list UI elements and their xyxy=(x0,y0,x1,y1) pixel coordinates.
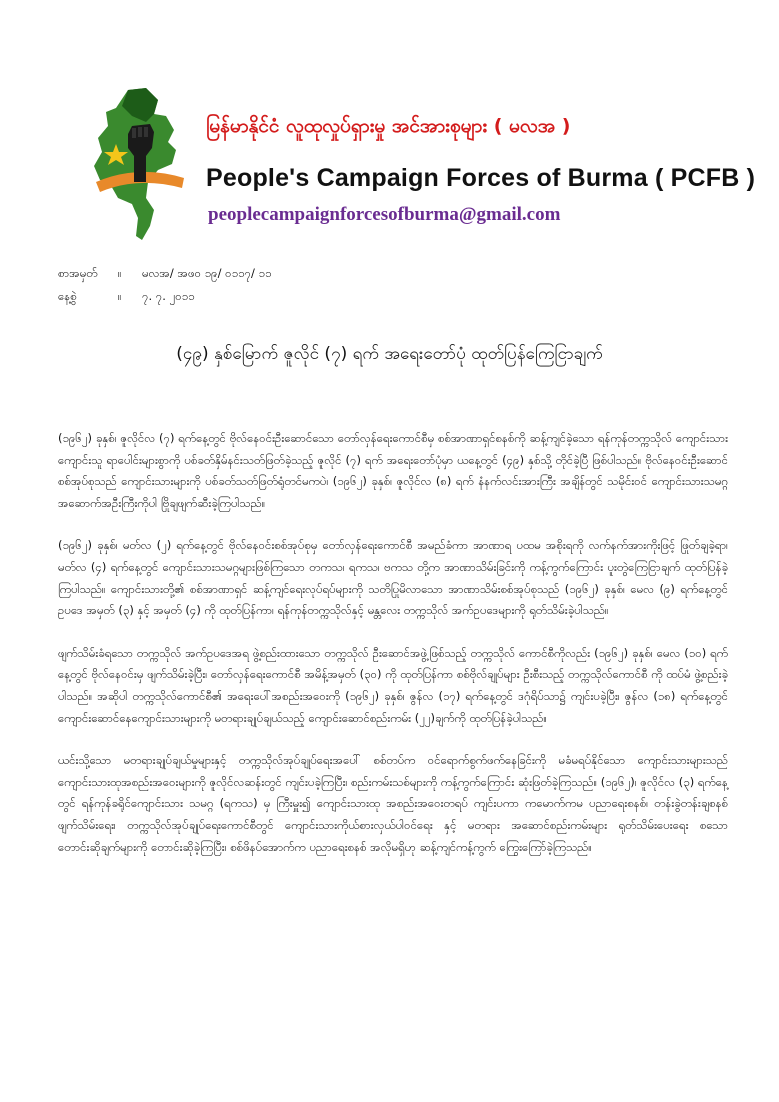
reference-value: မလအ/ အဖဝ ၁၉/ ၀၁၁၇/ ၁၁ xyxy=(142,266,272,280)
fist-knuckle-icon xyxy=(132,128,136,138)
date-value: ၇. ၇. ၂၀၁၁ xyxy=(142,289,195,303)
org-name-burmese: မြန်မာနိုင်ငံ လူထုလှုပ်ရှားမှု အင်အားစုများ ( မလအ ) xyxy=(206,115,571,137)
org-email[interactable]: peoplecampaignforcesofburma@gmail.com xyxy=(208,204,561,225)
fist-knuckle-icon xyxy=(138,127,142,137)
paragraph: (၁၉၆၂) ခုနှစ်၊ ဇူလိုင်လ (၇) ရက်နေ့တွင် ဗိုလ်နေဝင်းဦးဆောင်သော တော်လှန်ရေးကောင်စီမှ စစ်အာဏာရှင်စနစ်ကို ဆန့်ကျင်ခဲ့သော ရန်ကုန်တက္ကသိုလ် ကျောင်းသားကျောင်းသူ ရာပေါင်းများစွာကို ပစ်ခတ်နှိမ်နင်းသတ်ဖြတ်ခဲ့သည့် ဇူလိုင် (၇) ရက် အရေးတော်ပုံမှာ ယနေ့တွင် (၄၉) နှစ်သို့ တိုင်ခဲ့ပြီ ဖြစ်ပါသည်။ ဗိုလ်နေဝင်းဦးဆောင် စစ်အုပ်စုသည် ကျောင်းသားများကို ပစ်ခတ်သတ်ဖြတ်ရုံတင်မကပဲ၊ (၁၉၆၂) ခုနှစ်၊ ဇူလိုင်လ (၈) ရက် နံနက်လင်းအားကြီး အချိန်တွင် သမိုင်းဝင် ကျောင်းသားသမဂ္ဂ အဆောက်အဦးကြီးကိုပါ ဗြိုချဖျက်ဆီးခဲ့ကြပါသည်။ xyxy=(58,431,728,510)
letterhead xyxy=(88,86,756,246)
date-separator: ။ xyxy=(118,289,122,303)
statement-title: (၄၉) နှစ်မြောက် ဇူလိုင် (၇) ရက် အရေးတော်ပုံ ထုတ်ပြန်ကြေငြာချက် xyxy=(176,344,603,364)
date-label: နေ့စွဲ xyxy=(58,289,77,303)
reference-row xyxy=(58,262,272,285)
burma-map-fist-logo xyxy=(88,86,200,242)
letter-meta xyxy=(58,262,272,308)
reference-label: စာအမှတ် xyxy=(58,266,98,280)
paragraph: ဖျက်သိမ်းခံရသော တက္ကသိုလ် အက်ဥပဒေအရ ဖွဲ့စည်းထားသော တက္ကသိုလ် ဦးဆောင်အဖွဲ့ဖြစ်သည့် တက္ကသိုလ် ကောင်စီကိုလည်း (၁၉၆၂) ခုနှစ်၊ မေလ (၁၀) ရက်နေ့တွင် ဗိုလ်နေဝင်းမှ ဖျက်သိမ်းခဲ့ပြီး၊ တော်လှန်ရေးကောင်စီ အမိန့်အမှတ် (၃၀) ကို ထုတ်ပြန်ကာ စစ်ဗိုလ်ချုပ်များ ဦးစီးသည့် တက္ကသိုလ်ကောင်စီ ကို ထပ်မံ ဖွဲ့စည်းခဲ့ပါသည်။ အဆိုပါ တက္ကသိုလ်ကောင်စီ၏ အရေးပေါ်အစည်းအဝေးကို (၁၉၆၂) ခုနှစ်၊ ဇွန်လ (၁၇) ရက်နေ့တွင် ဒဂုံရိပ်သာ၌ ကျင်းပခဲ့ပြီး၊ ဇွန်လ (၁၈) ရက်နေ့တွင် ကျောင်းဆောင်နေကျောင်းသားများကို မတရားချုပ်ချယ်သည့် ကျောင်းဆောင်စည်းကမ်း (၂၂)ချက်ကို ထုတ်ပြန်ခဲ့ပါသည်။ xyxy=(58,645,728,725)
date-row xyxy=(58,285,272,308)
statement-body xyxy=(58,428,728,879)
org-name-english: People's Campaign Forces of Burma ( PCFB ) xyxy=(206,164,756,192)
reference-separator: ။ xyxy=(118,266,122,280)
fist-knuckle-icon xyxy=(144,127,148,137)
paragraph: (၁၉၆၂) ခုနှစ်၊ မတ်လ (၂) ရက်နေ့တွင် ဗိုလ်နေဝင်းစစ်အုပ်စုမှ တော်လှန်ရေးကောင်စီ အမည်ခံကာ အာဏာရ ပထမ အစိုးရကို လက်နက်အားကိုးဖြင့် ဖြုတ်ချခဲ့ရာ၊ မတ်လ (၄) ရက်နေ့တွင် ကျောင်းသားသမဂ္ဂများဖြစ်ကြသော တကသ၊ ရကသ၊ ဗကသ တို့က အာဏာသိမ်းခြင်းကို ကန့်ကွက်ကြောင်း ပူးတွဲကြေငြာချက် ထုတ်ပြန်ခဲ့ကြပါသည်။ ကျောင်းသားတို့၏ စစ်အာဏာရှင် ဆန့်ကျင်ရေးလုပ်ရပ်များကို သတိပြုမိလာသော အာဏာသိမ်းစစ်အုပ်စုသည် (၁၉၆၂) ခုနှစ်၊ မေလ (၉) ရက်နေ့တွင် ဥပဒေ အမှတ် (၃) နှင့် အမှတ် (၄) ကို ထုတ်ပြန်ကာ၊ ရန်ကုန်တက္ကသိုလ်နှင့် မန္တလေး တက္ကသိုလ် အက်ဥပဒေများကို ရုတ်သိမ်းခဲ့ပါသည်။ xyxy=(58,538,728,618)
paragraph: ယင်းသို့သော မတရားချုပ်ချယ်မှုများနှင့် တက္ကသိုလ်အုပ်ချုပ်ရေးအပေါ် စစ်တပ်က ဝင်ရောက်စွက်ဖက်နေခြင်းကို မခံမရပ်နိုင်သော ကျောင်းသားများသည် ကျောင်းသားထုအစည်းအဝေးများကို ဇူလိုင်လဆန်းတွင် ကျင်းပခဲ့ကြပြီး၊ စည်းကမ်းသစ်များကို ကန့်ကွက်ကြောင်း ဆုံးဖြတ်ခဲ့ကြသည်။ (၁၉၆၂)၊ ဇူလိုင်လ (၃) ရက်နေ့တွင် ရန်ကုန်ခရိုင်ကျောင်းသား သမဂ္ဂ (ရကသ) မှ ကြီးမှူး၍ ကျောင်းသားထု အစည်းအဝေးတရပ် ကျင်းပကာ ကမောက်ကမ ပညာရေးစနစ်၊ တန်းခွဲတန်းချစနစ် ဖျက်သိမ်းရေး၊ တက္ကသိုလ်အုပ်ချုပ်ရေးကောင်စီတွင် ကျောင်းသားကိုယ်စားလှယ်ပါဝင်ရေး နှင့် မတရား အဆောင်စည်းကမ်းများ ရုတ်သိမ်းပေးရေး စသော တောင်းဆိုချက်များကို တောင်းဆိုခဲ့ကြပြီး၊ စစ်ဖိနပ်အောက်က ပညာရေးစနစ် အလိုမရှိဟု ဆန့်ကျင်ကန့်ကွက် ကြွေးကြော်ခဲ့ကြသည်။ xyxy=(58,753,728,854)
